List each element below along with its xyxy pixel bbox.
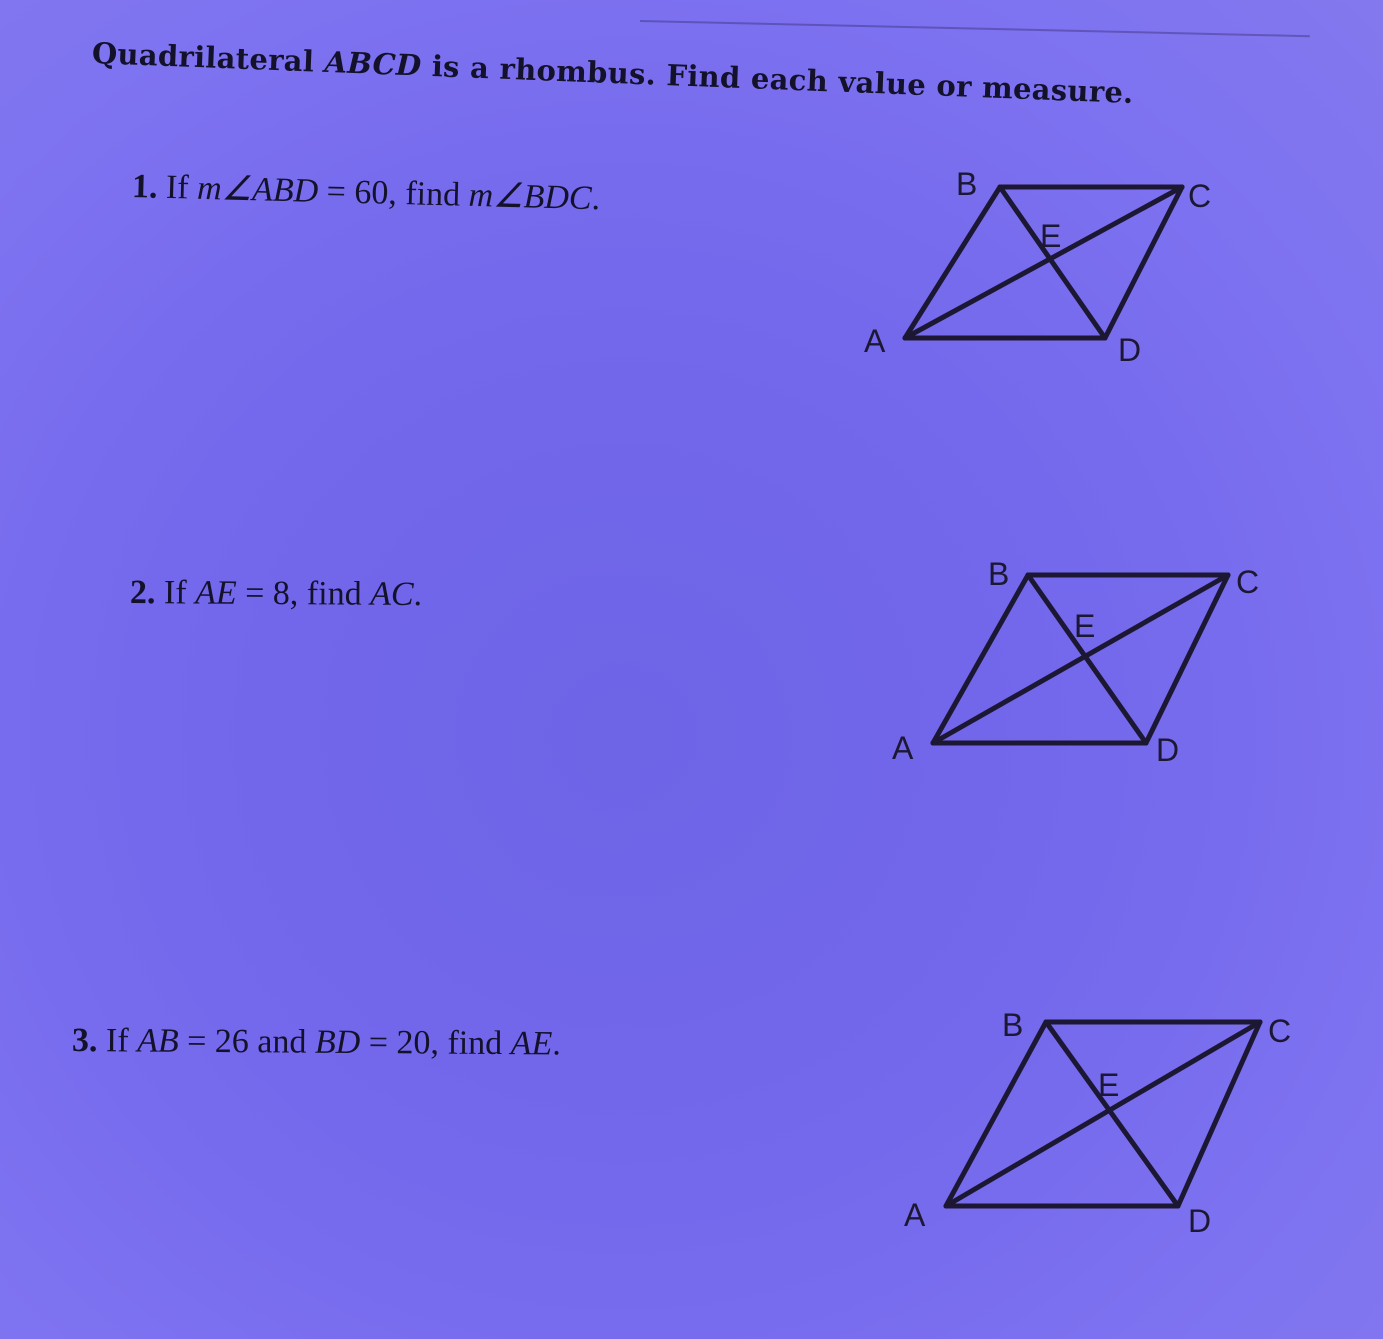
diagonal-bd: [1028, 575, 1146, 743]
problem-3-text-b: = 26 and: [178, 1022, 316, 1061]
diagonal-bd: [1046, 1022, 1178, 1206]
vertex-label-c: C: [1268, 1013, 1292, 1049]
problem-1-given-angle: m∠ABD: [196, 169, 319, 210]
problem-3-given-side: AB: [137, 1022, 179, 1060]
vertex-label-d: D: [1156, 732, 1180, 768]
problem-2-target-segment: AC: [370, 575, 414, 613]
vertex-label-e: E: [1098, 1067, 1120, 1103]
problem-2-text-a: If: [163, 574, 196, 612]
paper-edge: [640, 0, 1310, 37]
problem-3-text-a: If: [105, 1022, 138, 1060]
problem-3-text-d: .: [552, 1025, 561, 1063]
problem-2-number: 2.: [129, 574, 156, 612]
vertex-label-c: C: [1188, 178, 1212, 214]
diagonal-ac: [933, 575, 1228, 743]
vertex-label-e: E: [1074, 608, 1096, 644]
vertex-label-a: A: [892, 730, 914, 766]
heading-text-start: Quadrilateral: [91, 36, 326, 79]
worksheet-heading: [91, 36, 1291, 116]
problem-2-text-b: = 8, find: [236, 574, 371, 613]
problem-1-text-a: If: [165, 168, 198, 207]
vertex-label-b: B: [1002, 1007, 1024, 1043]
problem-1: [131, 166, 600, 218]
vertex-label-d: D: [1118, 332, 1142, 368]
problem-2-text-c: .: [413, 575, 423, 614]
problem-1-number: 1.: [131, 168, 158, 206]
problem-3: [72, 1022, 561, 1063]
rhombus-diagram-1: [860, 165, 1240, 375]
heading-text-end: is a rhombus. Find each value or measure.: [420, 48, 1135, 111]
heading-rhombus-name: ABCD: [323, 44, 423, 83]
vertex-label-a: A: [904, 1197, 926, 1233]
side-ab: [905, 187, 1000, 338]
vertex-label-e: E: [1040, 218, 1062, 254]
vertex-label-d: D: [1188, 1203, 1212, 1239]
vertex-label-c: C: [1236, 564, 1260, 600]
vertex-label-b: B: [956, 166, 978, 202]
problem-1-target-angle: m∠BDC: [468, 176, 593, 218]
diagonal-ac: [905, 187, 1182, 338]
side-cd: [1178, 1022, 1260, 1206]
diagonal-bd: [1000, 187, 1105, 338]
problem-2: [130, 574, 422, 614]
problem-3-target-segment: AE: [510, 1025, 553, 1063]
diagonal-ac: [946, 1022, 1260, 1206]
problem-1-text-b: = 60, find: [317, 172, 470, 214]
problem-3-number: 3.: [71, 1022, 98, 1060]
rhombus-diagram-2: [888, 555, 1288, 775]
problem-3-given-diagonal: BD: [314, 1023, 361, 1062]
vertex-label-a: A: [864, 323, 886, 359]
vertex-label-b: B: [988, 556, 1010, 592]
problem-1-text-c: .: [591, 180, 601, 218]
rhombus-diagram-3: [898, 1000, 1318, 1245]
problem-3-text-c: = 20, find: [360, 1024, 511, 1063]
problem-2-given-segment: AE: [195, 574, 237, 612]
